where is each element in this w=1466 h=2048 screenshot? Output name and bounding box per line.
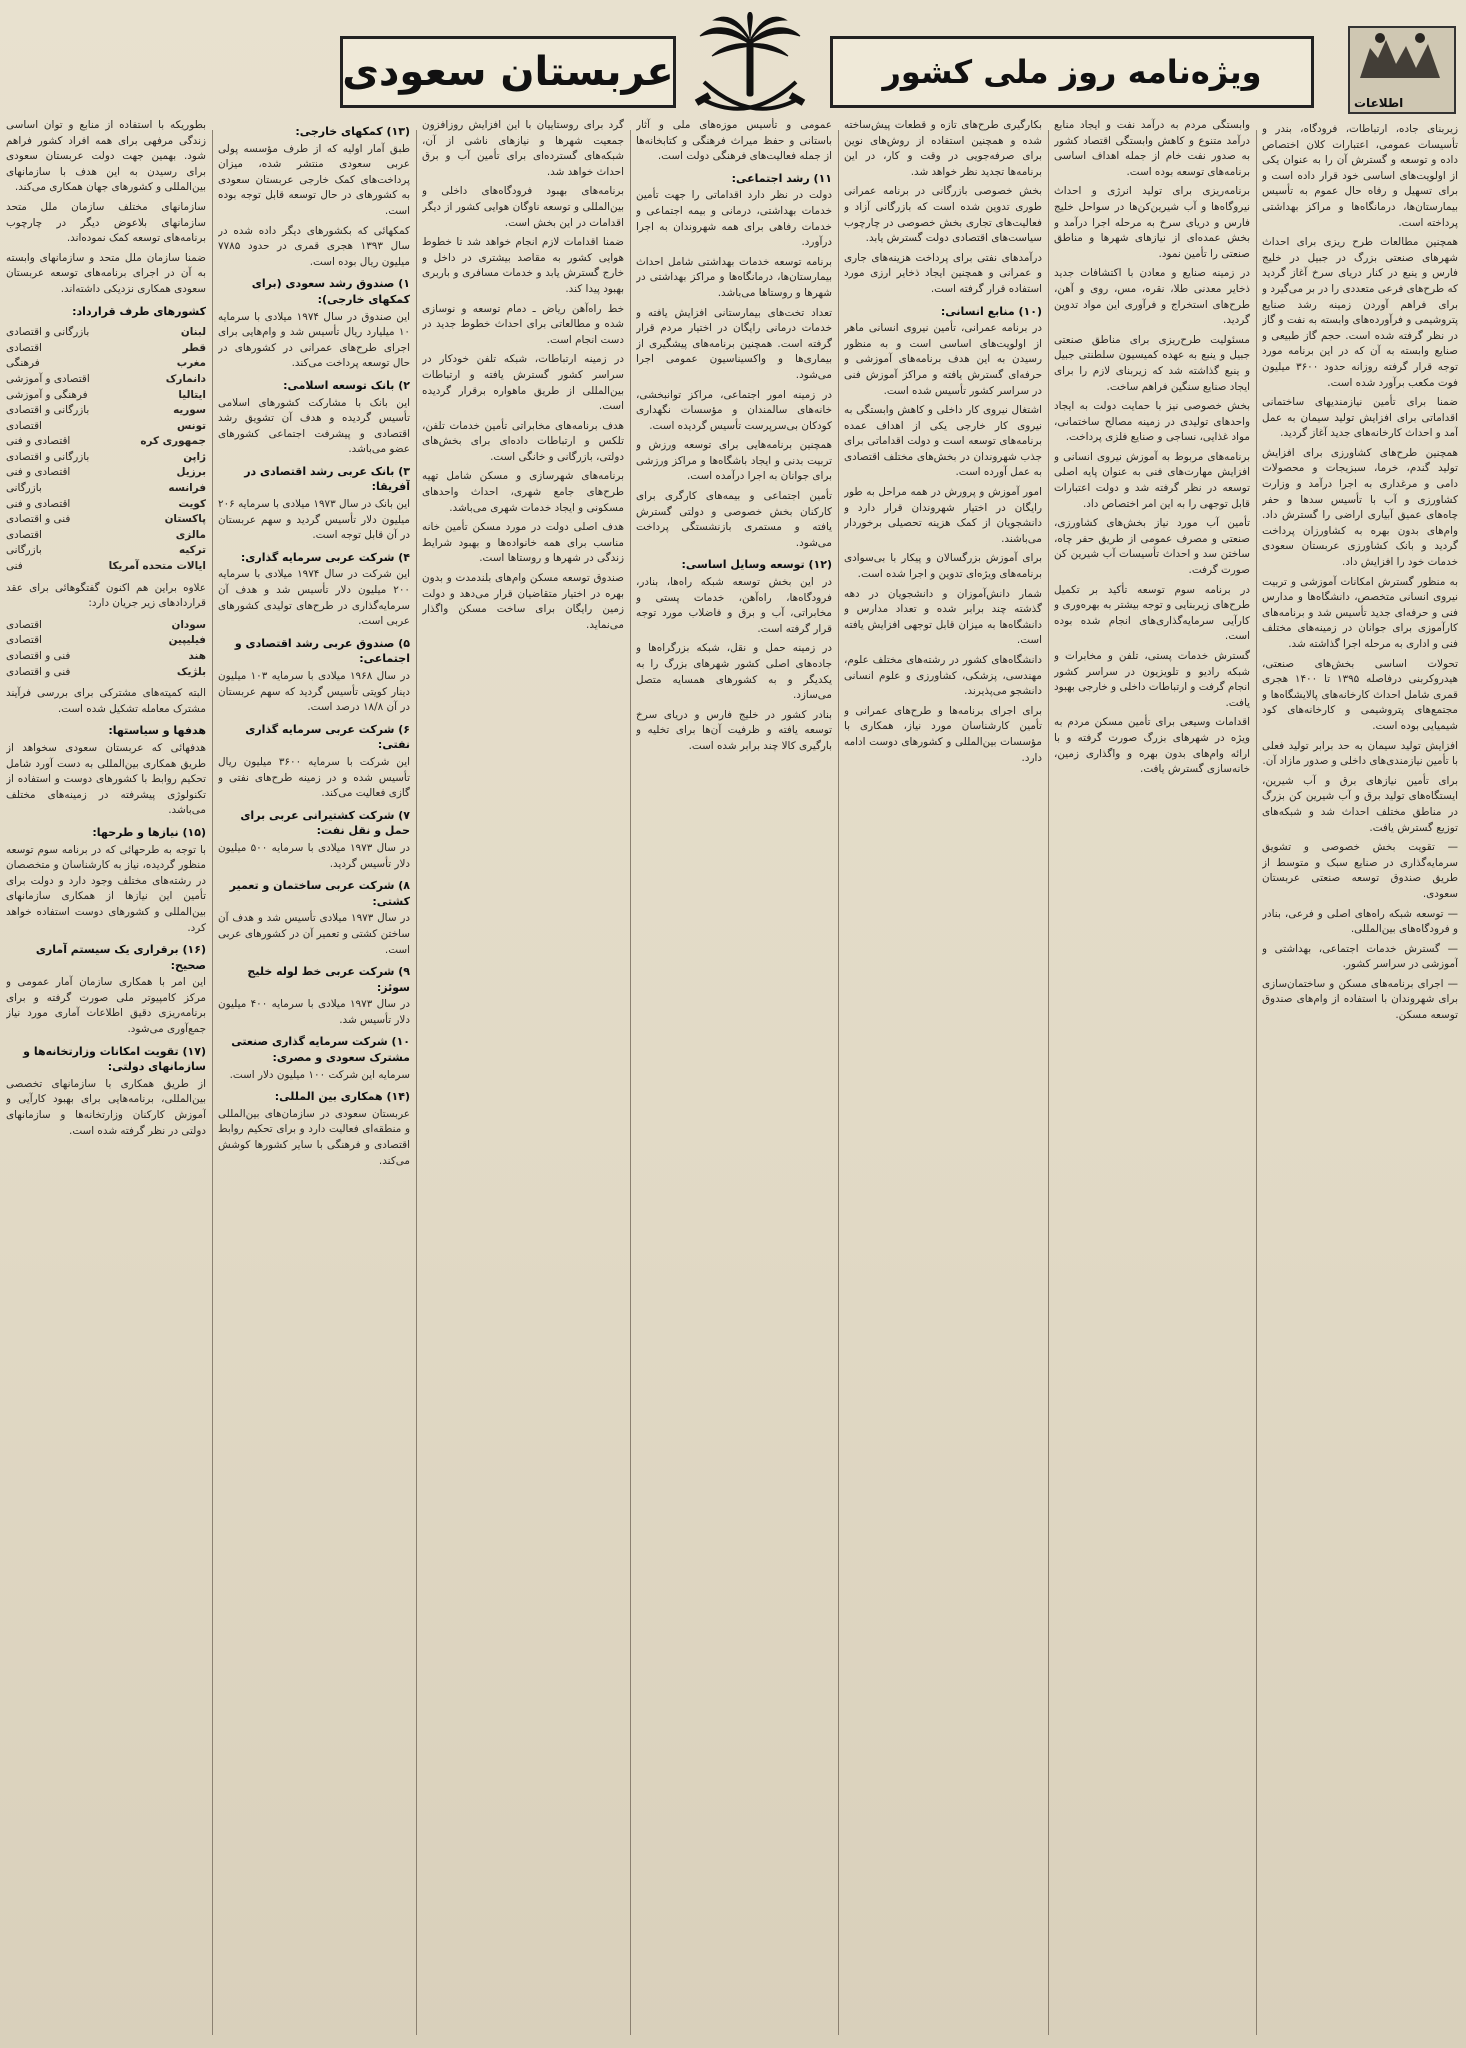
- paragraph: — گسترش خدمات اجتماعی، بهداشتی و آموزشی در سراسر کشور.: [1262, 942, 1458, 971]
- country-name: فرانسه: [168, 482, 206, 495]
- paragraph: در زمینه ارتباطات، شبکه تلفن خودکار در سراسر کشور گسترش یافته و ارتباطات بین‌المللی از طریق ماهواره برقرار گردیده است.: [422, 353, 624, 413]
- list-item: [6, 665, 206, 681]
- section-heading: (۱۰) منابع انسانی:: [940, 304, 1042, 318]
- country-agreement-list: [6, 325, 206, 575]
- country-name: ژاپن: [183, 450, 206, 463]
- column-rule: [630, 130, 631, 2035]
- paragraph: صندوق توسعه مسکن وام‌های بلندمدت و بدون بهره در اختیار متقاضیان قرار می‌دهد و دولت زمین رایگان برای ساخت مسکن واگذار می‌نماید.: [422, 572, 624, 631]
- country-name: جمهوری کره: [140, 435, 206, 448]
- paragraph: این شرکت با سرمایه ۳۶۰۰ میلیون ریال تأسیس شده و در زمینه طرح‌های نفتی و گازی فعالیت می‌کند.: [218, 755, 410, 800]
- paragraph: در سال ۱۹۶۸ میلادی با سرمایه ۱۰۳ میلیون دینار کویتی تأسیس گردید که سهم عربستان در آن ۱۸/۸ درصد است.: [218, 670, 410, 714]
- country-name: پاکستان: [164, 513, 206, 526]
- paragraph: تأمین آب مورد نیاز بخش‌های کشاورزی، صنعتی و مصرف عمومی از طریق حفر چاه، ساختن سد و احداث تأسیسات آب شیرین کن صورت گرفت.: [1054, 517, 1250, 577]
- paragraph: ضمنا سازمان ملل متحد و سازمانهای وابسته به آن در اجرای برنامه‌های توسعه عربستان سعودی همکاری نزدیکی داشته‌اند.: [6, 251, 206, 295]
- article-column-7: [6, 118, 206, 2036]
- paragraph: افزایش تولید سیمان به حد برابر تولید فعلی با تأمین نیازمندی‌های داخلی و صدور مازاد آن.: [1262, 739, 1458, 768]
- country-name: ایالات متحده آمریکا: [108, 560, 206, 573]
- paragraph: همچنین برنامه‌هایی برای توسعه ورزش و تربیت بدنی و ایجاد باشگاه‌ها و مراکز ورزشی برای جوانان به اجرا درآمده است.: [636, 439, 832, 483]
- paragraph: در سال ۱۹۷۳ میلادی با سرمایه ۴۰۰ میلیون دلار تأسیس شد.: [218, 998, 410, 1026]
- section-heading: ۷) شرکت کشتیرانی عربی برای حمل و نقل نفت:: [240, 808, 410, 838]
- country-name: برزیل: [176, 466, 206, 479]
- list-item: [6, 618, 206, 634]
- list-item: [6, 325, 206, 341]
- section-heading: (۱۲) توسعه وسایل اساسی:: [681, 558, 832, 572]
- agreement-field: اقتصادی و آموزشی: [6, 372, 90, 385]
- agreement-field: اقتصادی و فنی: [6, 435, 71, 448]
- paragraph: برنامه توسعه خدمات بهداشتی شامل احداث بیمارستان‌ها، درمانگاه‌ها و مراکز بهداشتی در شهرها و روستاها می‌باشد.: [636, 255, 832, 299]
- agreement-field: بازرگانی و اقتصادی: [6, 404, 90, 417]
- paragraph: در زمینه حمل و نقل، شبکه بزرگراه‌ها و جاده‌های اصلی کشور شهرهای بزرگ را به یکدیگر و به کشورهای همسایه متصل می‌سازد.: [636, 642, 832, 702]
- paragraph: برای اجرای برنامه‌ها و طرح‌های عمرانی و تأمین کارشناسان مورد نیاز، همکاری با مؤسسات بین‌المللی و کشورهای دوست ادامه دارد.: [844, 704, 1042, 764]
- agreement-field: بازرگانی: [6, 482, 42, 495]
- list-item: [6, 356, 206, 372]
- section-heading: ۴) شرکت عربی سرمایه گذاری:: [240, 550, 410, 564]
- paragraph: بنادر کشور در خلیج فارس و دریای سرخ توسعه یافته و ظرفیت آن‌ها برای تخلیه و بارگیری کالا چند برابر شده است.: [636, 708, 832, 752]
- special-edition-title: ویژه‌نامه روز ملی کشور: [882, 53, 1262, 91]
- country-name: فیلیپین: [168, 634, 206, 647]
- agreement-field: اقتصادی و فنی: [6, 497, 71, 510]
- paragraph: دولت در نظر دارد اقداماتی را جهت تأمین خدمات بهداشتی، درمانی و بیمه اجتماعی و خدمات رفاهی برای همه شهروندان به اجرا درآورد.: [636, 189, 832, 249]
- paragraph: هدف برنامه‌های مخابراتی تأمین خدمات تلفن، تلکس و ارتباطات داده‌ای برای بخش‌های دولتی، بازرگانی و خانگی است.: [422, 419, 624, 463]
- paragraph: این بانک با مشارکت کشورهای اسلامی تأسیس گردیده و هدف آن تشویق رشد اقتصادی و پیشرفت اجتماعی کشورهای عضو می‌باشد.: [218, 396, 410, 456]
- agreement-field: فنی و اقتصادی: [6, 513, 71, 526]
- list-item: [6, 403, 206, 419]
- special-edition-box: [830, 36, 1314, 108]
- country-name: سوریه: [173, 404, 206, 417]
- section-heading: ۱۰) شرکت سرمایه گذاری صنعتی مشترک سعودی و مصری:: [231, 1035, 410, 1065]
- paragraph: این شرکت در سال ۱۹۷۴ میلادی با سرمایه ۲۰۰ میلیون دلار تأسیس شد و هدف آن سرمایه‌گذاری در طرح‌های تولیدی کشورهای عربی است.: [218, 568, 410, 628]
- paragraph: گرد برای روستاییان با این افزایش روزافزون جمعیت شهرها و نیازهای ناشی از آن، شبکه‌های گسترده‌ای برای تأمین آب و برق احداث خواهد شد.: [422, 119, 624, 178]
- column-rule: [1256, 130, 1257, 2035]
- paragraph: درآمدهای نفتی برای پرداخت هزینه‌های جاری و عمرانی و همچنین ایجاد ذخایر ارزی مورد استفاده قرار گرفته است.: [844, 251, 1042, 295]
- paragraph: برنامه‌های شهرسازی و مسکن شامل تهیه طرح‌های جامع شهری، احداث واحدهای مسکونی و ایجاد خدمات شهری می‌باشد.: [422, 470, 624, 514]
- paragraph: برای تأمین نیازهای برق و آب شیرین، ایستگاه‌های تولید برق و آب شیرین کن بزرگ در مناطق مختلف احداث شد و شبکه‌های توزیع گسترش یافت.: [1262, 774, 1458, 834]
- paragraph: زیربنای جاده، ارتباطات، فرودگاه، بندر و تأسیسات عمومی، اعتبارات کلان اختصاص داده و توسعه و گسترش آن را به عنوان یکی از اولویت‌های اساسی خود قرار داده است و برای تسهیل و رفاه حال عموم به تأسیس بیمارستان‌ها، درمانگاه‌ها و مراکز بهداشتی پرداخته است.: [1262, 123, 1458, 229]
- article-column-5: [422, 118, 624, 2036]
- list-item: [6, 341, 206, 357]
- agreement-field: فنی و اقتصادی: [6, 665, 71, 678]
- paragraph: هدف اصلی دولت در مورد مسکن تأمین خانه مناسب برای همه خانواده‌ها و بهبود شرایط زندگی در شهرها و روستاها است.: [422, 521, 624, 565]
- paragraph: گسترش خدمات پستی، تلفن و مخابرات و شبکه رادیو و تلویزیون در سراسر کشور انجام گرفت و ارتباطات داخلی و خارجی بهبود یافت.: [1054, 650, 1250, 709]
- section-heading: (۱۵) نیازها و طرحها:: [92, 825, 206, 839]
- list-item: [6, 559, 206, 575]
- paragraph: همچنین طرح‌های کشاورزی برای افزایش تولید گندم، خرما، سبزیجات و محصولات دامی و مرغداری به اجرا درآمد و وزارت کشاورزی و آب با تأسیس سدها و حفر چاه‌های عمیق آبیاری اراضی را گسترش داد. وام‌های بدون بهره به کشاورزان پرداخت گردید و بانک کشاورزی عربستان سعودی خدمات خود را افزایش داد.: [1262, 446, 1458, 569]
- list-item: [6, 465, 206, 481]
- agreement-field: بازرگانی: [6, 544, 42, 557]
- list-item: [6, 633, 206, 649]
- paragraph: همچنین مطالعات طرح ریزی برای احداث شهرهای صنعتی بزرگ در جبیل در خلیج فارس و ینبع در کنار دریای سرخ آغاز گردید که طرح‌های فرعی متعددی را در بر می‌گیرد و برای فراهم آوردن زمینه رشد صنایع پتروشیمی و فرآورده‌های وابسته به نفت و گاز در نظر گرفته شده است. حجم گاز طبیعی و صنایع وابسته به آن که در این برنامه مورد توجه قرار گرفته روزانه حدود ۳۶۰۰ میلیون فوت مکعب برآورد شده است.: [1262, 236, 1458, 389]
- article-column-2: [1054, 118, 1250, 2036]
- paragraph: تعداد تخت‌های بیمارستانی افزایش یافته و خدمات درمانی رایگان در اختیار مردم قرار گرفته است. همچنین برنامه‌های پیشگیری از بیماری‌ها و واکسیناسیون عمومی اجرا می‌شود.: [636, 306, 832, 381]
- list-item: [6, 388, 206, 404]
- section-heading: (۱۴) همکاری بین المللی:: [274, 1090, 410, 1104]
- paragraph: ضمنا اقدامات لازم انجام خواهد شد تا خطوط هوایی کشور به مقاصد بیشتری در داخل و خارج گسترش یابد و خدمات مسافری و باربری بهبود پیدا کند.: [422, 236, 624, 295]
- list-item: [6, 512, 206, 528]
- paragraph: دانشگاه‌های کشور در رشته‌های مختلف علوم، مهندسی، پزشکی، کشاورزی و علوم انسانی دانشجو می‌پذیرند.: [844, 654, 1042, 698]
- paragraph: — اجرای برنامه‌های مسکن و ساختمان‌سازی برای شهروندان با استفاده از وام‌های صندوق توسعه مسکن.: [1262, 977, 1458, 1022]
- section-heading: ۱) صندوق رشد سعودی (برای کمکهای خارجی):: [251, 277, 410, 306]
- paragraph: بطوریکه با استفاده از منابع و توان اساسی زندگی مرفهی برای همه افراد کشور فراهم شود. بهمین جهت دولت عربستان سعودی برای رسیدن به این هدف با سازمانهای بین‌المللی و کشورهای جهان همکاری می‌کند.: [6, 119, 206, 194]
- paragraph: البته کمیته‌های مشترکی برای بررسی فرآیند مشترک معامله تشکیل شده است.: [6, 687, 206, 715]
- paragraph: خط راه‌آهن ریاض ـ دمام توسعه و نوسازی شده و مطالعاتی برای احداث خطوط جدید در دست انجام است.: [422, 302, 624, 346]
- column-rule: [416, 130, 417, 2035]
- agreement-field: فرهنگی: [6, 357, 40, 370]
- paragraph: سازمانهای مختلف سازمان ملل متحد سازمانهای بلاعوض دیگر در چارچوب برنامه‌های توسعه کمک نموده‌اند.: [6, 200, 206, 245]
- paragraph: ضمنا برای تأمین نیازمندیهای ساختمانی اقداماتی برای افزایش تولید سیمان به عمل آمد و احداث کارخانه‌های جدید آغاز گردید.: [1262, 396, 1458, 440]
- paragraph: این صندوق در سال ۱۹۷۴ میلادی با سرمایه ۱۰ میلیارد ریال تأسیس شد و وام‌هایی برای اجرای طرح‌های عمرانی در کشورهای در حال توسعه پرداخت می‌کند.: [218, 310, 410, 370]
- paragraph: در سال ۱۹۷۳ میلادی تأسیس شد و هدف آن ساختن کشتی و تعمیر آن در کشورهای عربی است.: [218, 912, 410, 956]
- country-name: ترکیه: [179, 544, 206, 557]
- list-item: [6, 419, 206, 435]
- country-name: هند: [188, 650, 206, 662]
- country-name: تونس: [176, 419, 206, 432]
- paragraph: در سال ۱۹۷۳ میلادی با سرمایه ۵۰۰ میلیون دلار تأسیس گردید.: [218, 841, 410, 870]
- section-heading: (۱۶) برقراری یک سیستم آماری صحیح:: [35, 943, 206, 972]
- paragraph: تأمین اجتماعی و بیمه‌های کارگری برای کارکنان بخش خصوصی و دولتی گسترش یافته و مستمری بازنشستگی پرداخت می‌شود.: [636, 490, 832, 549]
- paragraph: علاوه براین هم اکنون گفتگوهائی برای عقد قراردادهای زیر جریان دارد:: [6, 581, 206, 610]
- agreement-field: اقتصادی و فنی: [6, 466, 71, 479]
- agreement-field: اقتصادی: [6, 419, 42, 432]
- section-heading: ۶) شرکت عربی سرمایه گذاری نفتی:: [245, 722, 410, 752]
- article-column-4: [636, 118, 832, 2036]
- list-item: [6, 497, 206, 513]
- paragraph: تحولات اساسی بخش‌های صنعتی، هیدروکربنی درفاصله ۱۳۹۵ تا ۱۴۰۰ هجری قمری شامل احداث کارخانه‌های پالایشگاه‌ها و مجتمع‌های پتروشیمی و کارخانه‌های کود شیمیایی بوده است.: [1262, 657, 1458, 732]
- list-item: [6, 434, 206, 450]
- paragraph: در برنامه سوم توسعه تأکید بر تکمیل طرح‌های زیربنایی و توجه بیشتر به بهره‌وری و کارآیی سرمایه‌گذاری‌های انجام شده بوده است.: [1054, 583, 1250, 643]
- agreement-field: فنی: [6, 560, 23, 573]
- section-heading: ۹) شرکت عربی خط لوله خلیج سوئز:: [247, 965, 410, 994]
- agreement-field: فرهنگی و آموزشی: [6, 388, 88, 401]
- paragraph: در زمینه صنایع و معادن با اکتشافات جدید ذخایر معدنی طلا، نقره، مس، روی و آهن، طرح‌های استخراج و فرآوری این مواد تدوین گردید.: [1054, 267, 1250, 327]
- agreement-field: بازرگانی و اقتصادی: [6, 326, 90, 339]
- agreement-field: اقتصادی: [6, 341, 42, 354]
- logo-text: اطلاعات: [1354, 96, 1404, 110]
- country-name: قطر: [182, 341, 206, 354]
- section-heading: (۱۳) کمکهای خارجی:: [295, 125, 410, 138]
- section-heading: (۱۷) تقویت امکانات وزارتخانه‌ها و سازمانهای دولتی:: [23, 1044, 206, 1074]
- section-heading: هدفها و سیاستها:: [108, 724, 206, 738]
- list-item: [6, 543, 206, 559]
- country-name: کویت: [178, 497, 206, 510]
- section-heading: کشورهای طرف قرارداد:: [72, 304, 206, 318]
- column-rule: [1048, 130, 1049, 2035]
- paragraph: برای آموزش بزرگسالان و پیکار با بی‌سوادی برنامه‌های ویژه‌ای تدوین و اجرا شده است.: [844, 552, 1042, 581]
- country-name: سودان: [171, 618, 206, 631]
- paragraph: بخش خصوصی نیز با حمایت دولت به ایجاد واحدهای تولیدی در زمینه مصالح ساختمانی، مواد غذایی، نساجی و صنایع فلزی پرداخت.: [1054, 400, 1250, 444]
- country-name: بلژیک: [176, 665, 206, 678]
- paragraph: به منظور گسترش امکانات آموزشی و تربیت نیروی انسانی متخصص، دانشگاه‌ها و مدارس فنی و حرفه‌ای جدید تأسیس شد و برنامه‌های کارآموزی برای جوانان در زمینه‌های مختلف فنی و اداری به مرحله اجرا گذاشته شد.: [1262, 575, 1458, 650]
- paragraph: طبق آمار اولیه که از طرف مؤسسه پولی عربی سعودی منتشر شده، میزان پرداخت‌های کمک خارجی عربستان سعودی به کشورهای در حال توسعه قابل توجه بوده است.: [218, 142, 410, 217]
- paragraph: بخش خصوصی بازرگانی در برنامه عمرانی طوری تدوین شده است که بازرگانی آزاد و فعالیت‌های تجاری بخش خصوصی در چارچوب سیاست‌های اقتصادی دولت گسترش یابد.: [844, 185, 1042, 245]
- paragraph: عربستان سعودی در سازمان‌های بین‌المللی و منطقه‌ای فعالیت دارد و برای تحکیم روابط اقتصادی و فرهنگی با سایر کشورها کوشش می‌کند.: [218, 1107, 410, 1167]
- section-heading: ۲) بانک توسعه اسلامی:: [283, 378, 410, 392]
- newspaper-logo: [1348, 26, 1456, 114]
- column-rule: [212, 130, 213, 2035]
- main-title: عربستان سعودی: [342, 49, 674, 95]
- paragraph: از طریق همکاری با سازمانهای تخصصی بین‌المللی، برنامه‌هایی برای بهبود کارآیی و آموزش کارکنان وزارتخانه‌ها و سازمانهای دولتی در نظر گرفته شده است.: [6, 1077, 206, 1137]
- section-heading: ۸) شرکت عربی ساختمان و تعمیر کشتی:: [229, 879, 410, 908]
- masthead: [10, 8, 1456, 130]
- list-item: [6, 481, 206, 497]
- paragraph: کمکهائی که بکشورهای دیگر داده شده در سال ۱۳۹۳ هجری قمری در حدود ۷۷۸۵ میلیون ریال بوده است.: [218, 224, 410, 268]
- section-heading: ۱۱) رشد اجتماعی:: [731, 171, 832, 185]
- country-name: ایتالیا: [178, 388, 206, 401]
- paragraph: هدفهائی که عربستان سعودی سخواهد از طریق همکاری بین‌المللی به دست آورد شامل تحکیم روابط با کشورهای دوست و استفاده از تکنولوژی پیشرفته در زمینه‌های مختلف می‌باشد.: [6, 741, 206, 817]
- logo-figures-icon: [1350, 28, 1450, 88]
- paragraph: این امر با همکاری سازمان آمار عمومی و مرکز کامپیوتر ملی صورت گرفته و برای برنامه‌ریزی دقیق اطلاعات آماری مورد نیاز جمع‌آوری می‌شود.: [6, 976, 206, 1036]
- paragraph: برنامه‌ریزی برای تولید انرژی و احداث نیروگاه‌ها و آب شیرین‌کن‌ها در سواحل خلیج فارس و دریای سرخ به مرحله اجرا درآمد و بخش عمده‌ای از نیازهای شهرها و مناطق صنعتی را تأمین نمود.: [1054, 185, 1250, 260]
- paragraph: در این بخش توسعه شبکه راه‌ها، بنادر، فرودگاه‌ها، راه‌آهن، خدمات پستی و مخابراتی، آب و برق و فاضلاب مورد توجه قرار گرفته است.: [636, 576, 832, 635]
- agreement-field: اقتصادی: [6, 528, 42, 541]
- article-column-3: [844, 118, 1042, 2036]
- country-agreement-list: [6, 618, 206, 680]
- palm-swords-emblem-icon: [690, 12, 810, 124]
- paragraph: این بانک در سال ۱۹۷۳ میلادی با سرمایه ۲۰۶ میلیون دلار تأسیس گردید و سهم عربستان در آن قابل توجه است.: [218, 498, 410, 542]
- section-heading: ۵) صندوق عربی رشد اقتصادی و اجتماعی:: [234, 636, 410, 666]
- country-name: مالزی: [175, 528, 206, 541]
- paragraph: — تقویت بخش خصوصی و تشویق سرمایه‌گذاری در صنایع سبک و متوسط از طریق صندوق توسعه صنعتی عربستان سعودی.: [1262, 841, 1458, 900]
- list-item: [6, 649, 206, 665]
- section-heading: ۳) بانک عربی رشد اقتصادی در آفریقا:: [244, 464, 410, 494]
- paragraph: با توجه به طرحهائی که در برنامه سوم توسعه منظور گردیده، نیاز به کارشناسان و متخصصان در رشته‌های مختلف وجود دارد و دولت برای تأمین این نیازها از همکاری سازمانهای بین‌المللی و کشورهای دوست استفاده خواهد کرد.: [6, 843, 206, 934]
- paragraph: بکارگیری طرح‌های تازه و قطعات پیش‌ساخته شده و همچنین استفاده از روش‌های نوین برای صرفه‌جویی در وقت و کار، در این برنامه‌ها تجدید نظر خواهد شد.: [844, 119, 1042, 178]
- column-rule: [838, 130, 839, 2035]
- list-item: [6, 528, 206, 544]
- country-name: مغرب: [176, 357, 206, 370]
- paragraph: شمار دانش‌آموزان و دانشجویان در دهه گذشته چند برابر شده و تعداد مدارس و دانشگاه‌ها به میزان قابل توجهی افزایش یافته است.: [844, 587, 1042, 647]
- paragraph: در برنامه عمرانی، تأمین نیروی انسانی ماهر از اولویت‌های اساسی است و به منظور رسیدن به این هدف برنامه‌های آموزشی و حرفه‌ای گسترش یافته و مراکز آموزش فنی در سراسر کشور تأسیس شده است.: [844, 322, 1042, 397]
- paragraph: امور آموزش و پرورش در همه مراحل به طور رایگان در اختیار شهروندان قرار دارد و دانشجویان از کمک هزینه تحصیلی برخوردار می‌باشند.: [844, 486, 1042, 545]
- article-column-1: [1262, 122, 1458, 2040]
- agreement-field: اقتصادی: [6, 618, 42, 631]
- paragraph: عمومی و تأسیس موزه‌های ملی و آثار باستانی و حفظ میراث فرهنگی و کتابخانه‌ها از جمله فعالیت‌های فرهنگی دولت است.: [636, 119, 832, 163]
- agreement-field: بازرگانی و اقتصادی: [6, 450, 90, 463]
- country-name: لبنان: [180, 326, 206, 339]
- paragraph: سرمایه این شرکت ۱۰۰ میلیون دلار است.: [229, 1068, 410, 1081]
- paragraph: در زمینه امور اجتماعی، مراکز توانبخشی، خانه‌های سالمندان و مؤسسات نگهداری کودکان بی‌سرپرست تأسیس گردیده است.: [636, 388, 832, 432]
- title-box: [340, 36, 676, 108]
- paragraph: وابستگی مردم به درآمد نفت و ایجاد منابع درآمد متنوع و کاهش وابستگی اقتصاد کشور به صدور نفت خام از جمله اهداف اساسی برنامه‌های توسعه بوده است.: [1054, 119, 1250, 178]
- paragraph: برنامه‌های بهبود فرودگاه‌های داخلی و بین‌المللی و توسعه ناوگان هوایی کشور از دیگر اقدامات در این بخش است.: [422, 185, 624, 229]
- list-item: [6, 372, 206, 388]
- country-name: دانمارک: [165, 372, 206, 385]
- article-column-6: [218, 118, 410, 2036]
- paragraph: — توسعه شبکه راه‌های اصلی و فرعی، بنادر و فرودگاه‌های بین‌المللی.: [1262, 907, 1458, 936]
- agreement-field: فنی و اقتصادی: [6, 650, 71, 662]
- paragraph: اشتغال نیروی کار داخلی و کاهش وابستگی به نیروی کار خارجی یکی از اهداف عمده برنامه‌های توسعه است و دولت اقداماتی برای جذب شهروندان در بخش‌های مختلف اقتصادی به عمل آورده است.: [844, 404, 1042, 479]
- paragraph: اقدامات وسیعی برای تأمین مسکن مردم به ویژه در شهرهای بزرگ صورت گرفته و با ارائه وام‌های بدون بهره و واگذاری زمین، خانه‌سازی گسترش یافت.: [1054, 716, 1250, 776]
- list-item: [6, 450, 206, 466]
- agreement-field: اقتصادی: [6, 634, 42, 647]
- paragraph: برنامه‌های مربوط به آموزش نیروی انسانی و افزایش مهارت‌های فنی به عنوان پایه اصلی توسعه در نظر گرفته شد و دولت اعتبارات قابل توجهی را به این امر اختصاص داد.: [1054, 450, 1250, 510]
- paragraph: مسئولیت طرح‌ریزی برای مناطق صنعتی جبیل و ینبع به عهده کمیسیون سلطنتی جبیل و ینبع گذاشته شد که زیربنای لازم را برای ایجاد صنایع سنگین فراهم ساخت.: [1054, 333, 1250, 393]
